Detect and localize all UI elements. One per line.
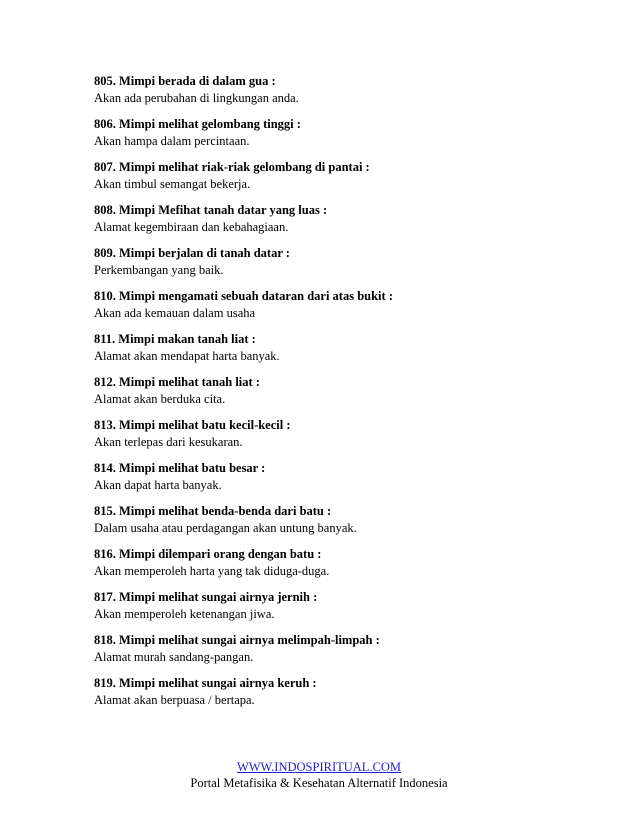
entry-meaning: Akan hampa dalam percintaan.	[94, 134, 250, 148]
entry-title: 813. Mimpi melihat batu kecil-kecil :	[94, 418, 291, 432]
dream-entry	[94, 331, 614, 374]
website-link[interactable]: WWW.INDOSPIRITUAL.COM	[236, 760, 402, 774]
dream-entry	[94, 417, 614, 460]
dream-entry	[94, 288, 614, 331]
entry-meaning: Akan ada kemauan dalam usaha	[94, 306, 256, 320]
entry-meaning: Akan dapat harta banyak.	[94, 478, 222, 492]
entry-meaning: Akan timbul semangat bekerja.	[94, 177, 251, 191]
dream-entry	[94, 116, 614, 159]
entry-meaning: Alamat kegembiraan dan kebahagiaan.	[94, 220, 289, 234]
dream-entry-list	[94, 73, 614, 718]
entry-meaning: Alamat akan berduka cita.	[94, 392, 226, 406]
page-footer	[0, 759, 638, 791]
entry-title: 806. Mimpi melihat gelombang tinggi :	[94, 117, 301, 131]
dream-entry	[94, 202, 614, 245]
entry-meaning: Alamat akan berpuasa / bertapa.	[94, 693, 255, 707]
entry-meaning: Akan memperoleh ketenangan jiwa.	[94, 607, 275, 621]
entry-title: 818. Mimpi melihat sungai airnya melimpah-limpah :	[94, 633, 380, 647]
dream-entry	[94, 73, 614, 116]
entry-meaning: Akan ada perubahan di lingkungan anda.	[94, 91, 299, 105]
entry-title: 812. Mimpi melihat tanah liat :	[94, 375, 260, 389]
dream-entry	[94, 546, 614, 589]
entry-title: 808. Mimpi Mefihat tanah datar yang luas :	[94, 203, 328, 217]
dream-entry	[94, 632, 614, 675]
entry-meaning: Dalam usaha atau perdagangan akan untung banyak.	[94, 521, 357, 535]
dream-entry	[94, 589, 614, 632]
entry-title: 809. Mimpi berjalan di tanah datar :	[94, 246, 290, 260]
entry-title: 817. Mimpi melihat sungai airnya jernih :	[94, 590, 318, 604]
entry-meaning: Akan terlepas dari kesukaran.	[94, 435, 243, 449]
entry-title: 815. Mimpi melihat benda-benda dari batu :	[94, 504, 332, 518]
entry-title: 811. Mimpi makan tanah liat :	[94, 332, 256, 346]
footer-caption: Portal Metafisika & Kesehatan Alternatif Indonesia	[190, 776, 448, 790]
entry-meaning: Akan memperoleh harta yang tak diduga-duga.	[94, 564, 330, 578]
entry-title: 807. Mimpi melihat riak-riak gelombang di pantai :	[94, 160, 370, 174]
entry-title: 805. Mimpi berada di dalam gua :	[94, 74, 276, 88]
entry-meaning: Perkembangan yang baik.	[94, 263, 224, 277]
entry-title: 810. Mimpi mengamati sebuah dataran dari atas bukit :	[94, 289, 393, 303]
dream-entry	[94, 460, 614, 503]
dream-entry	[94, 503, 614, 546]
dream-entry	[94, 159, 614, 202]
entry-meaning: Alamat murah sandang-pangan.	[94, 650, 254, 664]
dream-entry	[94, 374, 614, 417]
entry-title: 819. Mimpi melihat sungai airnya keruh :	[94, 676, 317, 690]
dream-entry	[94, 245, 614, 288]
dream-entry	[94, 675, 614, 718]
entry-meaning: Alamat akan mendapat harta banyak.	[94, 349, 280, 363]
entry-title: 814. Mimpi melihat batu besar :	[94, 461, 266, 475]
entry-title: 816. Mimpi dilempari orang dengan batu :	[94, 547, 322, 561]
